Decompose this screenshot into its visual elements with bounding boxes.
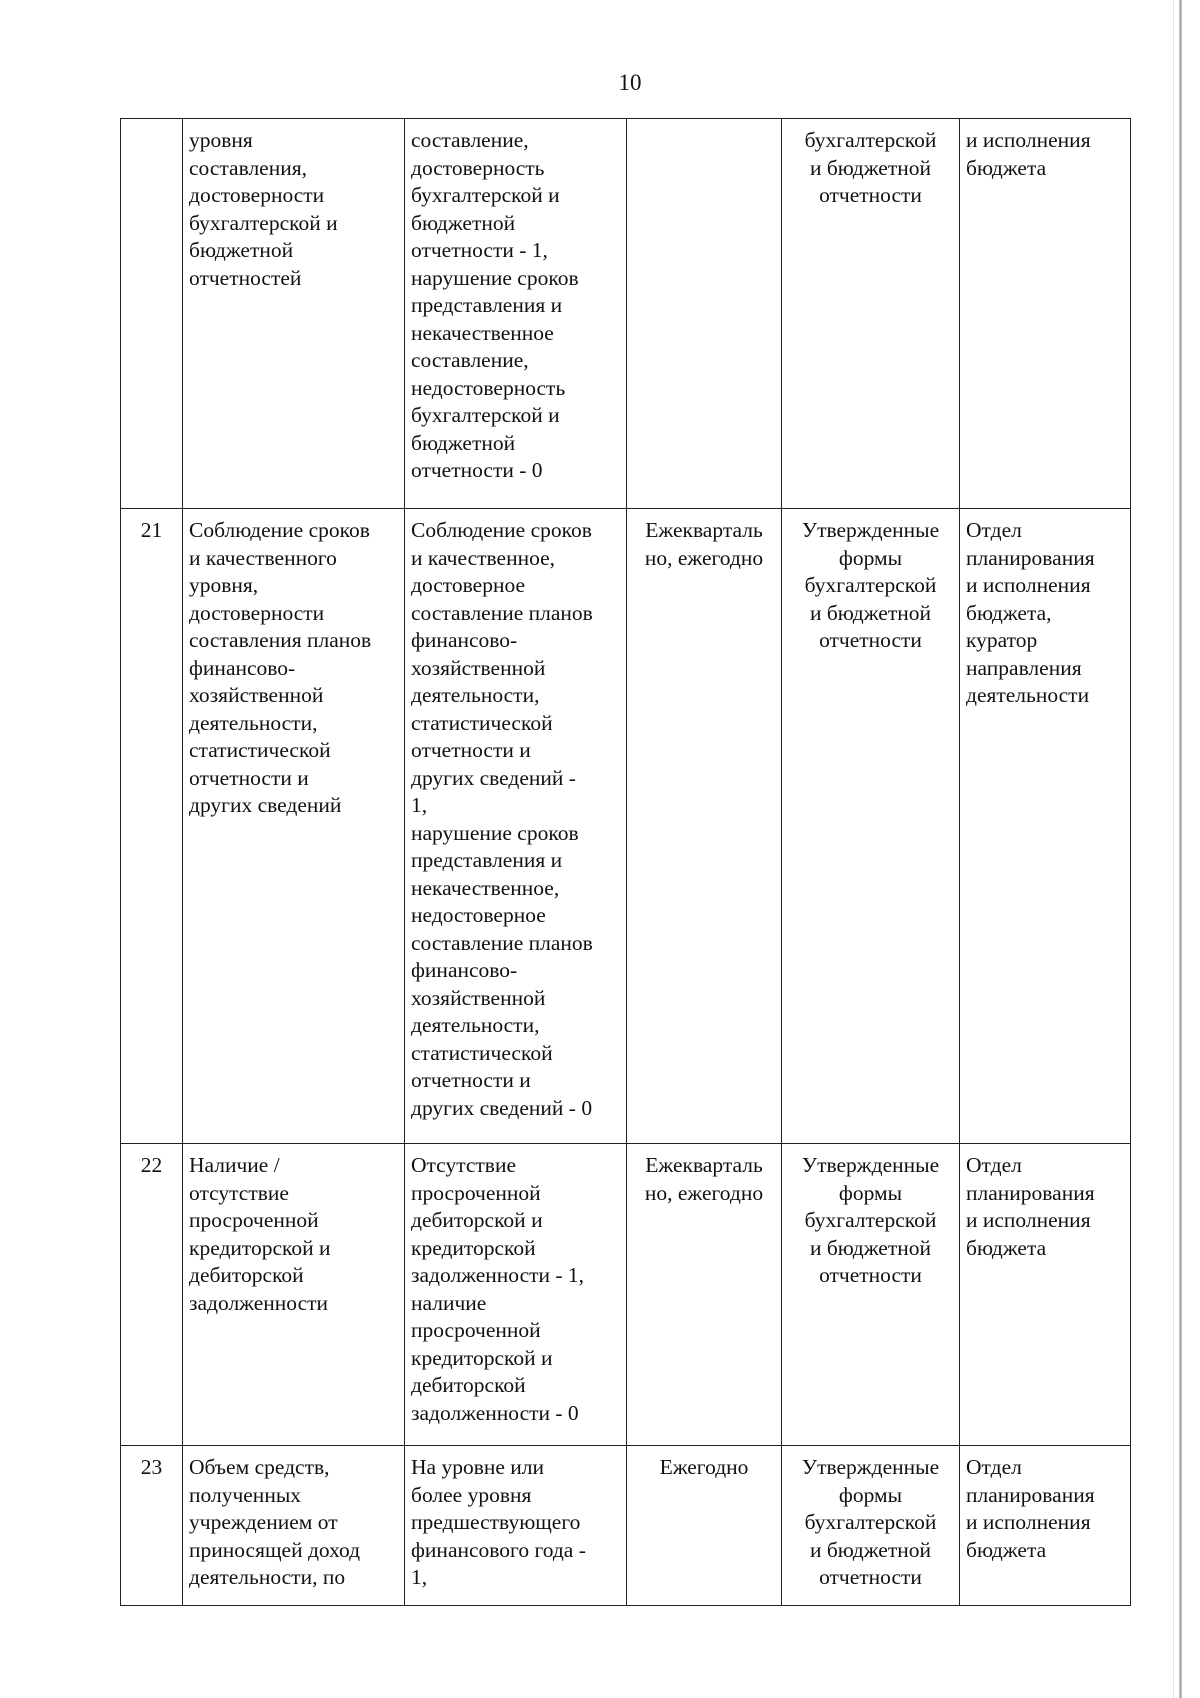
periodicity-cell: Ежекварталь но, ежегодно — [627, 1144, 782, 1446]
responsible-cell: и исполнения бюджета — [960, 119, 1131, 509]
responsible-cell: Отдел планирования и исполнения бюджета — [960, 1446, 1131, 1606]
source-cell: бухгалтерской и бюджетной отчетности — [782, 119, 960, 509]
criteria-cell: составление, достоверность бухгалтерской и бюджетной отчетности - 1, нарушение сроков представления и некачественное составление, недостоверность бухгалтерской и бюджетной отчетности - 0 — [405, 119, 627, 509]
periodicity-cell: Ежегодно — [627, 1446, 782, 1606]
page-number: 10 — [618, 70, 642, 95]
indicator-cell: уровня составления, достоверности бухгалтерской и бюджетной отчетностей — [183, 119, 405, 509]
indicators-table — [120, 118, 1131, 1606]
scan-edge-shadow — [1179, 0, 1182, 1698]
source-cell: Утвержденные формы бухгалтерской и бюджетной отчетности — [782, 1446, 960, 1606]
row-number-cell: 21 — [121, 509, 183, 1144]
criteria-cell: Отсутствие просроченной дебиторской и кредиторской задолженности - 1, наличие просроченной кредиторской и дебиторской задолженности - 0 — [405, 1144, 627, 1446]
table-row — [121, 1144, 1131, 1446]
indicator-cell: Соблюдение сроков и качественного уровня, достоверности составления планов финансово- хозяйственной деятельности, статистической отчетности и других сведений — [183, 509, 405, 1144]
criteria-cell: Соблюдение сроков и качественное, достоверное составление планов финансово- хозяйственной деятельности, статистической отчетности и других сведений - 1, нарушение сроков представления и некачественное, недостоверное составление планов финансово- хозяйственной деятельности, статистической отчетности и других сведений - 0 — [405, 509, 627, 1144]
row-number-cell: 23 — [121, 1446, 183, 1606]
periodicity-cell: Ежекварталь но, ежегодно — [627, 509, 782, 1144]
periodicity-cell — [627, 119, 782, 509]
table-row — [121, 1446, 1131, 1606]
responsible-cell: Отдел планирования и исполнения бюджета — [960, 1144, 1131, 1446]
table-row — [121, 119, 1131, 509]
table-row — [121, 509, 1131, 1144]
row-number-cell: 22 — [121, 1144, 183, 1446]
indicator-cell: Объем средств, полученных учреждением от приносящей доход деятельности, по — [183, 1446, 405, 1606]
source-cell: Утвержденные формы бухгалтерской и бюджетной отчетности — [782, 509, 960, 1144]
scan-edge-line — [1173, 0, 1174, 1698]
responsible-cell: Отдел планирования и исполнения бюджета, куратор направления деятельности — [960, 509, 1131, 1144]
source-cell: Утвержденные формы бухгалтерской и бюджетной отчетности — [782, 1144, 960, 1446]
row-number-cell — [121, 119, 183, 509]
criteria-cell: На уровне или более уровня предшествующего финансового года - 1, — [405, 1446, 627, 1606]
indicator-cell: Наличие / отсутствие просроченной кредиторской и дебиторской задолженности — [183, 1144, 405, 1446]
